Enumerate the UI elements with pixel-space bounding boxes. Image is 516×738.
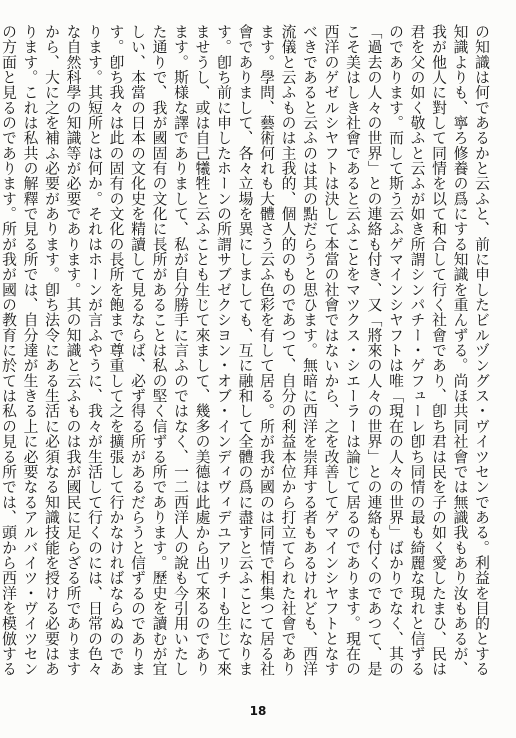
page-number: 18	[249, 704, 267, 718]
body-text: の知識は何であるかと云ふと、前に申したビルヅングス・ヴイツセンである。利益を目的とする知識よりも、寧ろ修養の爲にする知識を重んずる。尚ほ共同社會では無識我もあり汝もあるが、我が他人に對して同情を以て和合して行く社會であり、卽ち君は民を子の如く愛したまひ、民は君を父の如く敬ふと云ふが如き所謂シンパチー・ゲフューレ卽ち同情の最も綺麗な現れと信ずるのであります。而して斯う云ふゲマインシヤフトは唯「現在の人々の世界」ばかりでなく、其の「過去の人々の世界」との連絡も付き、又「將來の人々の世界」との連絡も付くのであつて、是こそ美はしき社會であると云ふことをマツクス・シエーラーは論じて居るのであります。現在の西洋のゲゼルシヤフトは決して本當の社會ではないから、之を改善してゲマインシヤフトとなすべきであると云ふのは其の點だらうと思ひます。無暗に西洋を崇拜する者もあるけれども、西洋流儀と云ふものは主我的、個人的のものであつて、自分の利益本位から打立てられた社會であります。學問、藝術何れも大體さう云ふ色彩を有して居る。所が我が國のは同情で相集つて居る社會でありまして、各々立場を異にしましても、互に融和して全體の爲に盡すと云ふことになります。卽ち前に申したホーンの所謂サブゼクシヨン・オブ・インディヴィデユアリチーも生じて來ませうし、或は自己犧牲と云ふことも生じて來まして、幾多の美德は此處から出て來るのであります。斯様な譯でありまして、私が自分勝手に言ふのではなく、一二西洋人の說も今引用いたした通りで、我が國固有の文化に長所があることは私の堅く信ずる所であります。歷史を讀むが宜しい、本當の日本の文化史を精讀して見るならば、必ず得る所があるだらうと信ずるのであります。卽ち我々は此の固有の文化の長所を飽まで尊重して之を擴張して行かなければならぬのであります。其短所とは何か。それはホーンが言ふやうに、我々が生活して行くのには、日常の色々な自然科學の知識等が必要であります。其の知識と云ふものは我が國民に足らざる所でありますから、大に之を補ふ必要があります。卽ち法令にある生活に必須なる知識技能を授ける必要はあります。これは私共の解釋で見る所では、自分達が生きる上に必要なるアルバイツ・ヴイツセンの方面と見るのであります。所が我が國の教育に於ては私の見る所では、頭から西洋を模倣する	[0, 24, 490, 676]
